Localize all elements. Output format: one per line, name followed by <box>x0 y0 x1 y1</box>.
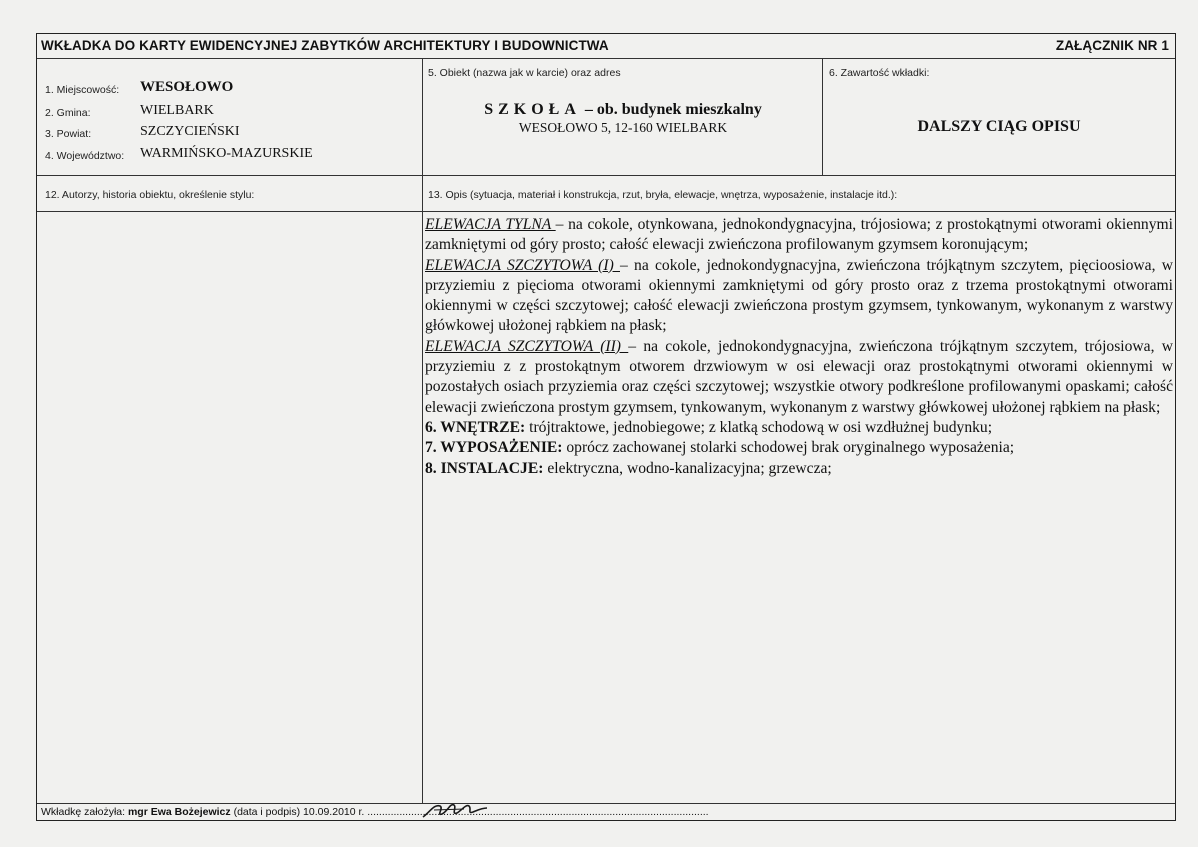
object-name <box>428 101 818 119</box>
authors-label: 12. Autorzy, historia obiektu, określenie stylu: <box>45 189 255 201</box>
description-label: 13. Opis (sytuacja, materiał i konstrukcja, rzut, bryła, elewacje, wnętrza, wyposażenie, instalacje itd.): <box>428 189 898 201</box>
description-body <box>425 215 1173 479</box>
object-label: 5. Obiekt (nazwa jak w karcie) oraz adres <box>428 67 621 79</box>
object-name-main: SZKOŁA <box>484 101 581 118</box>
gmina-value: WIELBARK <box>140 103 214 118</box>
paragraph-text: – na cokole, otynkowana, jednokondygnacyjna, trójosiowa; z prostokątnymi otworami okiennymi zamkniętymi od góry prosto; całość elewacji zwieńczona profilowanym gzymsem koronującym; <box>425 216 1173 254</box>
paragraph-heading: ELEWACJA TYLNA <box>425 216 556 233</box>
paragraph-text: – na cokole, jednokondygnacyjna, zwieńczona trójkątnym szczytem, pięcioosiowa, w przyziemiu z pięcioma otworami okiennymi zamkniętymi od góry prosto oraz z trzema prostokątnymi otworami okiennymi w części szczytowej; całość elewacji zwieńczona prostym gzymsem, tynkowanym, wykonanym z warstwy główkowej ułożonej rąbkiem na płask; <box>425 256 1173 335</box>
content-value: DALSZY CIĄG OPISU <box>917 118 1081 135</box>
town-value: WESOŁOWO <box>140 79 234 95</box>
footer-suffix: (data i podpis) 10.09.2010 r. ..................................................................................................................... <box>233 806 709 818</box>
town-label: 1. Miejscowość: <box>45 84 120 96</box>
paragraph-rear-elevation <box>425 215 1173 256</box>
paragraph-gable-elevation-1 <box>425 256 1173 337</box>
paragraph-text: elektryczna, wodno-kanalizacyjna; grzewcza; <box>543 459 832 477</box>
paragraph-text: trójtraktowe, jednobiegowe; z klatką schodową w osi wzdłużnej budynku; <box>525 418 993 436</box>
powiat-value: SZCZYCIEŃSKI <box>140 124 240 139</box>
powiat-label: 3. Powiat: <box>45 128 92 140</box>
footer-author: mgr Ewa Bożejewicz <box>127 806 231 818</box>
divider <box>37 175 1175 176</box>
paragraph-heading: ELEWACJA SZCZYTOWA (I) <box>425 256 620 274</box>
woj-label: 4. Województwo: <box>45 150 125 162</box>
footer-signature-line <box>41 806 709 818</box>
attachment-number: ZAŁĄCZNIK NR 1 <box>1055 38 1169 53</box>
paragraph-text: oprócz zachowanej stolarki schodowej brak oryginalnego wyposażenia; <box>562 439 1015 457</box>
paragraph-interior <box>425 418 1173 438</box>
paragraph-heading: 6. WNĘTRZE: <box>425 418 526 436</box>
paragraph-heading: 7. WYPOSAŻENIE: <box>425 439 563 457</box>
divider <box>37 58 1175 59</box>
paragraph-heading: ELEWACJA SZCZYTOWA (II) <box>425 337 629 355</box>
gmina-label: 2. Gmina: <box>45 107 91 119</box>
woj-value: WARMIŃSKO-MAZURSKIE <box>140 146 313 161</box>
divider <box>422 58 423 175</box>
paragraph-heading: 8. INSTALACJE: <box>425 459 544 477</box>
paragraph-gable-elevation-2 <box>425 337 1173 418</box>
footer-prefix: Wkładkę założyła: <box>41 806 126 818</box>
divider <box>822 58 823 175</box>
object-address: WESOŁOWO 5, 12-160 WIELBARK <box>518 120 728 135</box>
divider <box>37 803 1175 804</box>
signature-icon <box>420 798 490 820</box>
paragraph-text: – na cokole, jednokondygnacyjna, zwieńczona trójkątnym szczytem, trójosiowa, w przyziemiu z z prostokątnym otworem drzwiowym w osi elewacji oraz prostokątnymi otworami okiennymi w pozostałych osiach przyziemia oraz części szczytowej; wszystkie otwory podkreślone profilowanymi opaskami; całość elewacji zwieńczona prostym gzymsem, tynkowanym, wykonanym z warstwy główkowej ułożonej rąbkiem na płask; <box>425 337 1173 416</box>
divider <box>37 211 1175 212</box>
object-name-rest: – ob. budynek mieszkalny <box>580 101 762 118</box>
form-title: WKŁADKA DO KARTY EWIDENCYJNEJ ZABYTKÓW ARCHITEKTURY I BUDOWNICTWA <box>41 38 609 53</box>
paragraph-installations <box>425 459 1173 479</box>
column-divider <box>422 175 423 803</box>
paragraph-furnishing <box>425 438 1173 458</box>
content-label: 6. Zawartość wkładki: <box>829 67 930 79</box>
